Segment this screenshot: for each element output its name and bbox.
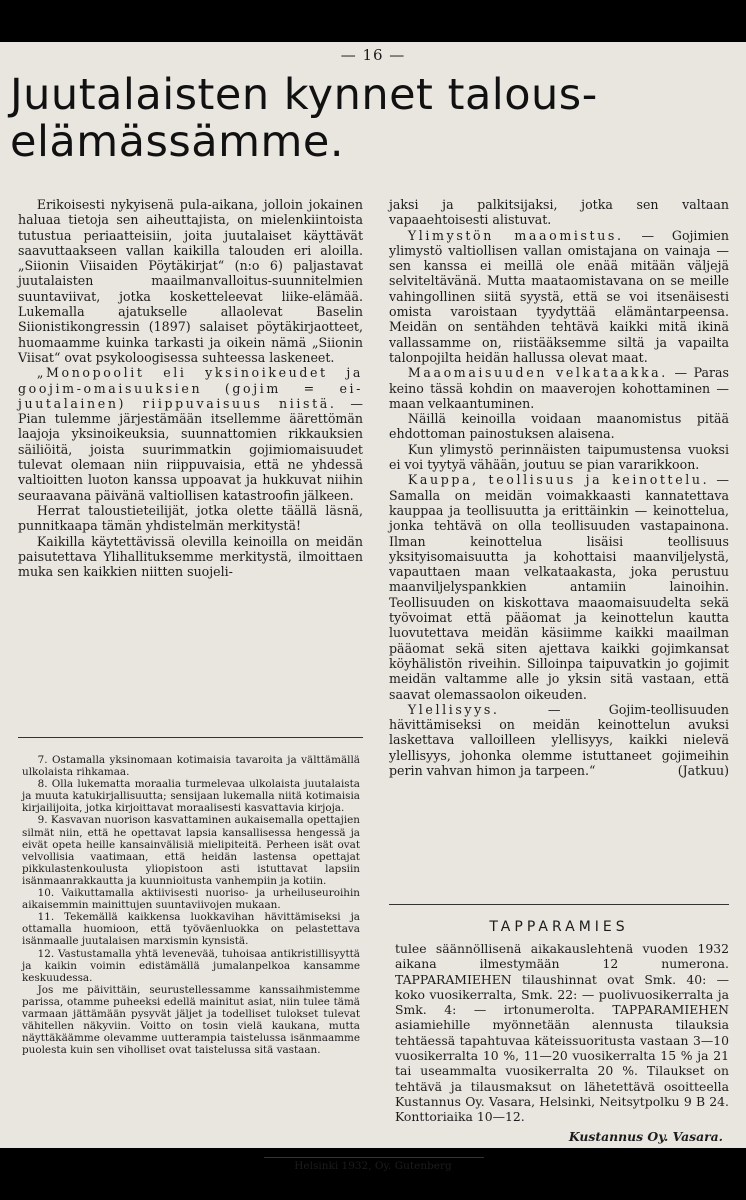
- note-conclusion: Jos me päivittäin, seurustellessamme kanssaihmistemme parissa, otamme puheeksi edellä mainitut asiat, niin tulee tämä varmaan jättämään pysyvät jäljet ja todelliset tulokset tulevat vähitellen näkyviin. Voitto on tosin vielä kaukana, mutta näyttäkäämme olevamme uutterampia taistelussa isänmaamme puolesta kuin sen viholliset ovat taistelussa sitä vastaan.: [22, 983, 360, 1057]
- footer-divider: [264, 1157, 484, 1158]
- printer-imprint: Helsinki 1932, Oy. Gutenberg: [294, 1160, 452, 1172]
- left-paragraph-3: Herrat taloustieteilijät, jotka olette täällä läsnä, punnitkaapa tämän yhdistelmän merkitystä!: [18, 502, 363, 534]
- monopoly-heading: „Monopoolit eli yksinoikeudet ja goojim-omaisuuksien (gojim = ei-juutalainen) riippuvaisuus niistä.: [18, 365, 363, 411]
- note-12: 12. Vastustamalla yhtä levenevää, tuhoisaa antikristillisyyttä ja kaikin voimin edistämällä jumalanpelkoa kansamme keskuudessa.: [22, 947, 360, 984]
- left-column: [18, 197, 363, 579]
- debt-text: — Paras keino tässä kohdin on maaverojen kohottaminen — maan velkaantuminen.: [389, 365, 729, 411]
- trade-heading: Kauppa, teollisuus ja keinottelu.: [407, 472, 710, 488]
- ad-body: [395, 941, 729, 1125]
- note-8: 8. Olla lukematta moraalia turmelevaa ulkolaista juutalaista ja muuta katukirjallisuutta; sensijaan lukemalla niitä kotimaisia kirjailijoita, jotka kirjoittavat moraalisesti kasvattavia kirjoja.: [22, 778, 360, 815]
- right-paragraph-7: [389, 702, 729, 778]
- page-number: — 16 —: [340, 46, 406, 64]
- ad-divider: [389, 904, 729, 905]
- right-paragraph-5: Kun ylimystö perinnäisten taipumustensa vuoksi ei voi tyytyä vähään, joutuu se pian vararikkoon.: [389, 441, 729, 473]
- left-paragraph-4: Kaikilla käytettävissä olevilla keinoilla on meidän paisutettava Ylihallituksemme merkitystä, ilmoittaen muka sen kaikkien niitten suojeli-: [18, 533, 363, 580]
- continued-label: (Jatkuu): [677, 762, 729, 778]
- newspaper-page: [0, 42, 746, 1172]
- left-paragraph-2: [18, 365, 363, 503]
- luxury-heading: Ylellisyys.: [407, 701, 500, 717]
- note-10: 10. Vaikuttamalla aktiivisesti nuoriso- ja urheiluseuroihin aikaisemmin mainittujen suuntaviivojen mukaan.: [22, 887, 360, 912]
- right-paragraph-3: [389, 365, 729, 411]
- right-paragraph-2: [389, 228, 729, 366]
- note-9: 9. Kasvavan nuorison kasvattaminen aukaisemalla opettajien silmät niin, että he opettavat lapsia kansallisessa hengessä ja eivät opeta heille kansainvälisiä mielipiteitä. Perheen isät ovat velvollisia vaatimaan, että heidän lastensa opettajat pikkulastenkoulusta yliopistoon asti istuttavat lapsiin isänmaanrakkautta ja kuunnioitusta vanhempiin ja kotiin.: [22, 814, 360, 887]
- title-line-1: Juutalaisten kynnet talous-: [10, 70, 598, 120]
- ad-text: tulee säännöllisenä aikakauslehtenä vuoden 1932 aikana ilmestymään 12 numerona. TAPPARAMIEHEN tilaushinnat ovat Smk. 40: — koko vuosikerralta, Smk. 22: — puolivuosikerralta ja Smk. 4: — irtonumerolta. TAPPARAMIEHEN asiamiehille myönnetään alennusta tilauksia tehtäessä tapahtuvaa käteissuoritusta vastaan 3—10 vuosikerralta 10 %, 11—20 vuosikerralta 15 % ja 21 tai useammalta vuosikerralta 20 %. Tilaukset on tehtävä ja tilausmaksut on lähetettävä osoitteella Kustannus Oy. Vasara, Helsinki, Neitsytpolku 9 B 24. Konttoriaika 10—12.: [395, 941, 729, 1125]
- land-ownership-text: — Gojimien ylimystö valtiollisen vallan omistajana on vainaja — sen kanssa ei meillä ole enää mitään väljejä selviteltävänä. Mutta maataomistavana on se meille vahingollinen siitä syystä, että se voi itsenäisesti omista varoistaan tyydyttää elämäntarpeensa. Meidän on sentähden tehtävä kaikki mitä ikinä vallassamme on, riistääksemme siltä ja vapailta talonpojilta heidän hallussa olevat maat.: [389, 227, 729, 365]
- monopoly-text: — Pian tulemme järjestämään itsellemme äärettömän laajoja yksinoikeuksia, suunnattomien rikkauksien säiliöitä, joista suurimmatkin gojimiomaisuudet tulevat olemaan niin riippuvaisia, että ne yhdessä valtioitten luoton kanssa uppoavat ja hukkuvat niihin seuraavana päivänä valtiollisen katastroofin jälkeen.: [18, 395, 363, 503]
- article-title: [10, 72, 730, 166]
- right-paragraph-6: [389, 472, 729, 701]
- title-line-2: elämässämme.: [10, 117, 345, 167]
- note-7: 7. Ostamalla yksinomaan kotimaisia tavaroita ja välttämällä ulkolaista rihkamaa.: [22, 754, 360, 779]
- luxury-text: — Gojim-teollisuuden hävittämiseksi on meidän keinottelun avuksi laskettava valloilleen ylellisyys, kaikki nielevä ylellisyys, johonka olemme istuttaneet gojimeihin perin vahvan himon ja tarpeen.“: [389, 701, 729, 778]
- notes-column: [22, 754, 360, 1056]
- trade-text: — Samalla on meidän voimakkaasti kannatettava kauppaa ja teollisuutta ja erittäinkin — keinottelua, jonka tehtävä on olla teollisuuden vastapainona. Ilman keinottelua lisäisi teollisuus yksityisomaisuutta ja kohottaisi maanviljelystä, vapauttaen maan velkataakasta, joka perustuu maanviljelyspankkien antamiin lainoihin. Teollisuuden on kiskottava maaomaisuudelta sekä työvoimat että pääomat ja keinottelun kautta luovutettava meidän käsiimme kaikki maailman pääomat sekä siten ajettava kaikki gojimkansat köyhälistön riveihin. Silloinpa taipuvatkin jo gojimit meidän valtamme alle jo yksin sitä vastaan, että saavat olemassaolon oikeuden.: [389, 472, 729, 702]
- section-divider: [18, 737, 363, 738]
- left-paragraph-1: Erikoisesti nykyisenä pula-aikana, jolloin jokainen haluaa tietoja sen aiheuttajista, on mielenkiintoista tutustua periaatteisiin, joita juutalaiset käyttävät saavuttaakseen vallan kaikilla talouden eri aloilla. „Siionin Viisaiden Pöytäkirjat“ (n:o 6) paljastavat juutalaisten maailmanvalloitus-suunnitelmien suuntaviivat, jotka kosketteleevat liike-elämää. Lukemalla ajatukselle allaolevat Baselin Siionistikongressin (1897) salaiset pöytäkirjaotteet, huomaamme kuinka tarkasti ja oikein nämä „Siionin Viisat“ ovat psykoloogisessa suhteessa laskeneet.: [18, 197, 363, 365]
- right-paragraph-1: jaksi ja palkitsijaksi, jotka sen valtaan vapaaehtoisesti alistuvat.: [389, 197, 729, 228]
- land-ownership-heading: Ylimystön maaomistus.: [407, 227, 624, 243]
- note-11: 11. Tekemällä kaikkensa luokkavihan hävittämiseksi ja ottamalla huomioon, että työväenluokka on pelastettava isänmaalle juutalaisen marxismin kynsistä.: [22, 911, 360, 948]
- right-paragraph-4: Näillä keinoilla voidaan maanomistus pitää ehdottoman painostuksen alaisena.: [389, 411, 729, 442]
- ad-signature: Kustannus Oy. Vasara.: [568, 1129, 723, 1144]
- right-column: [389, 197, 729, 778]
- ad-title: TAPPARAMIES: [489, 919, 629, 935]
- debt-heading: Maaomaisuuden velkataakka.: [407, 365, 668, 381]
